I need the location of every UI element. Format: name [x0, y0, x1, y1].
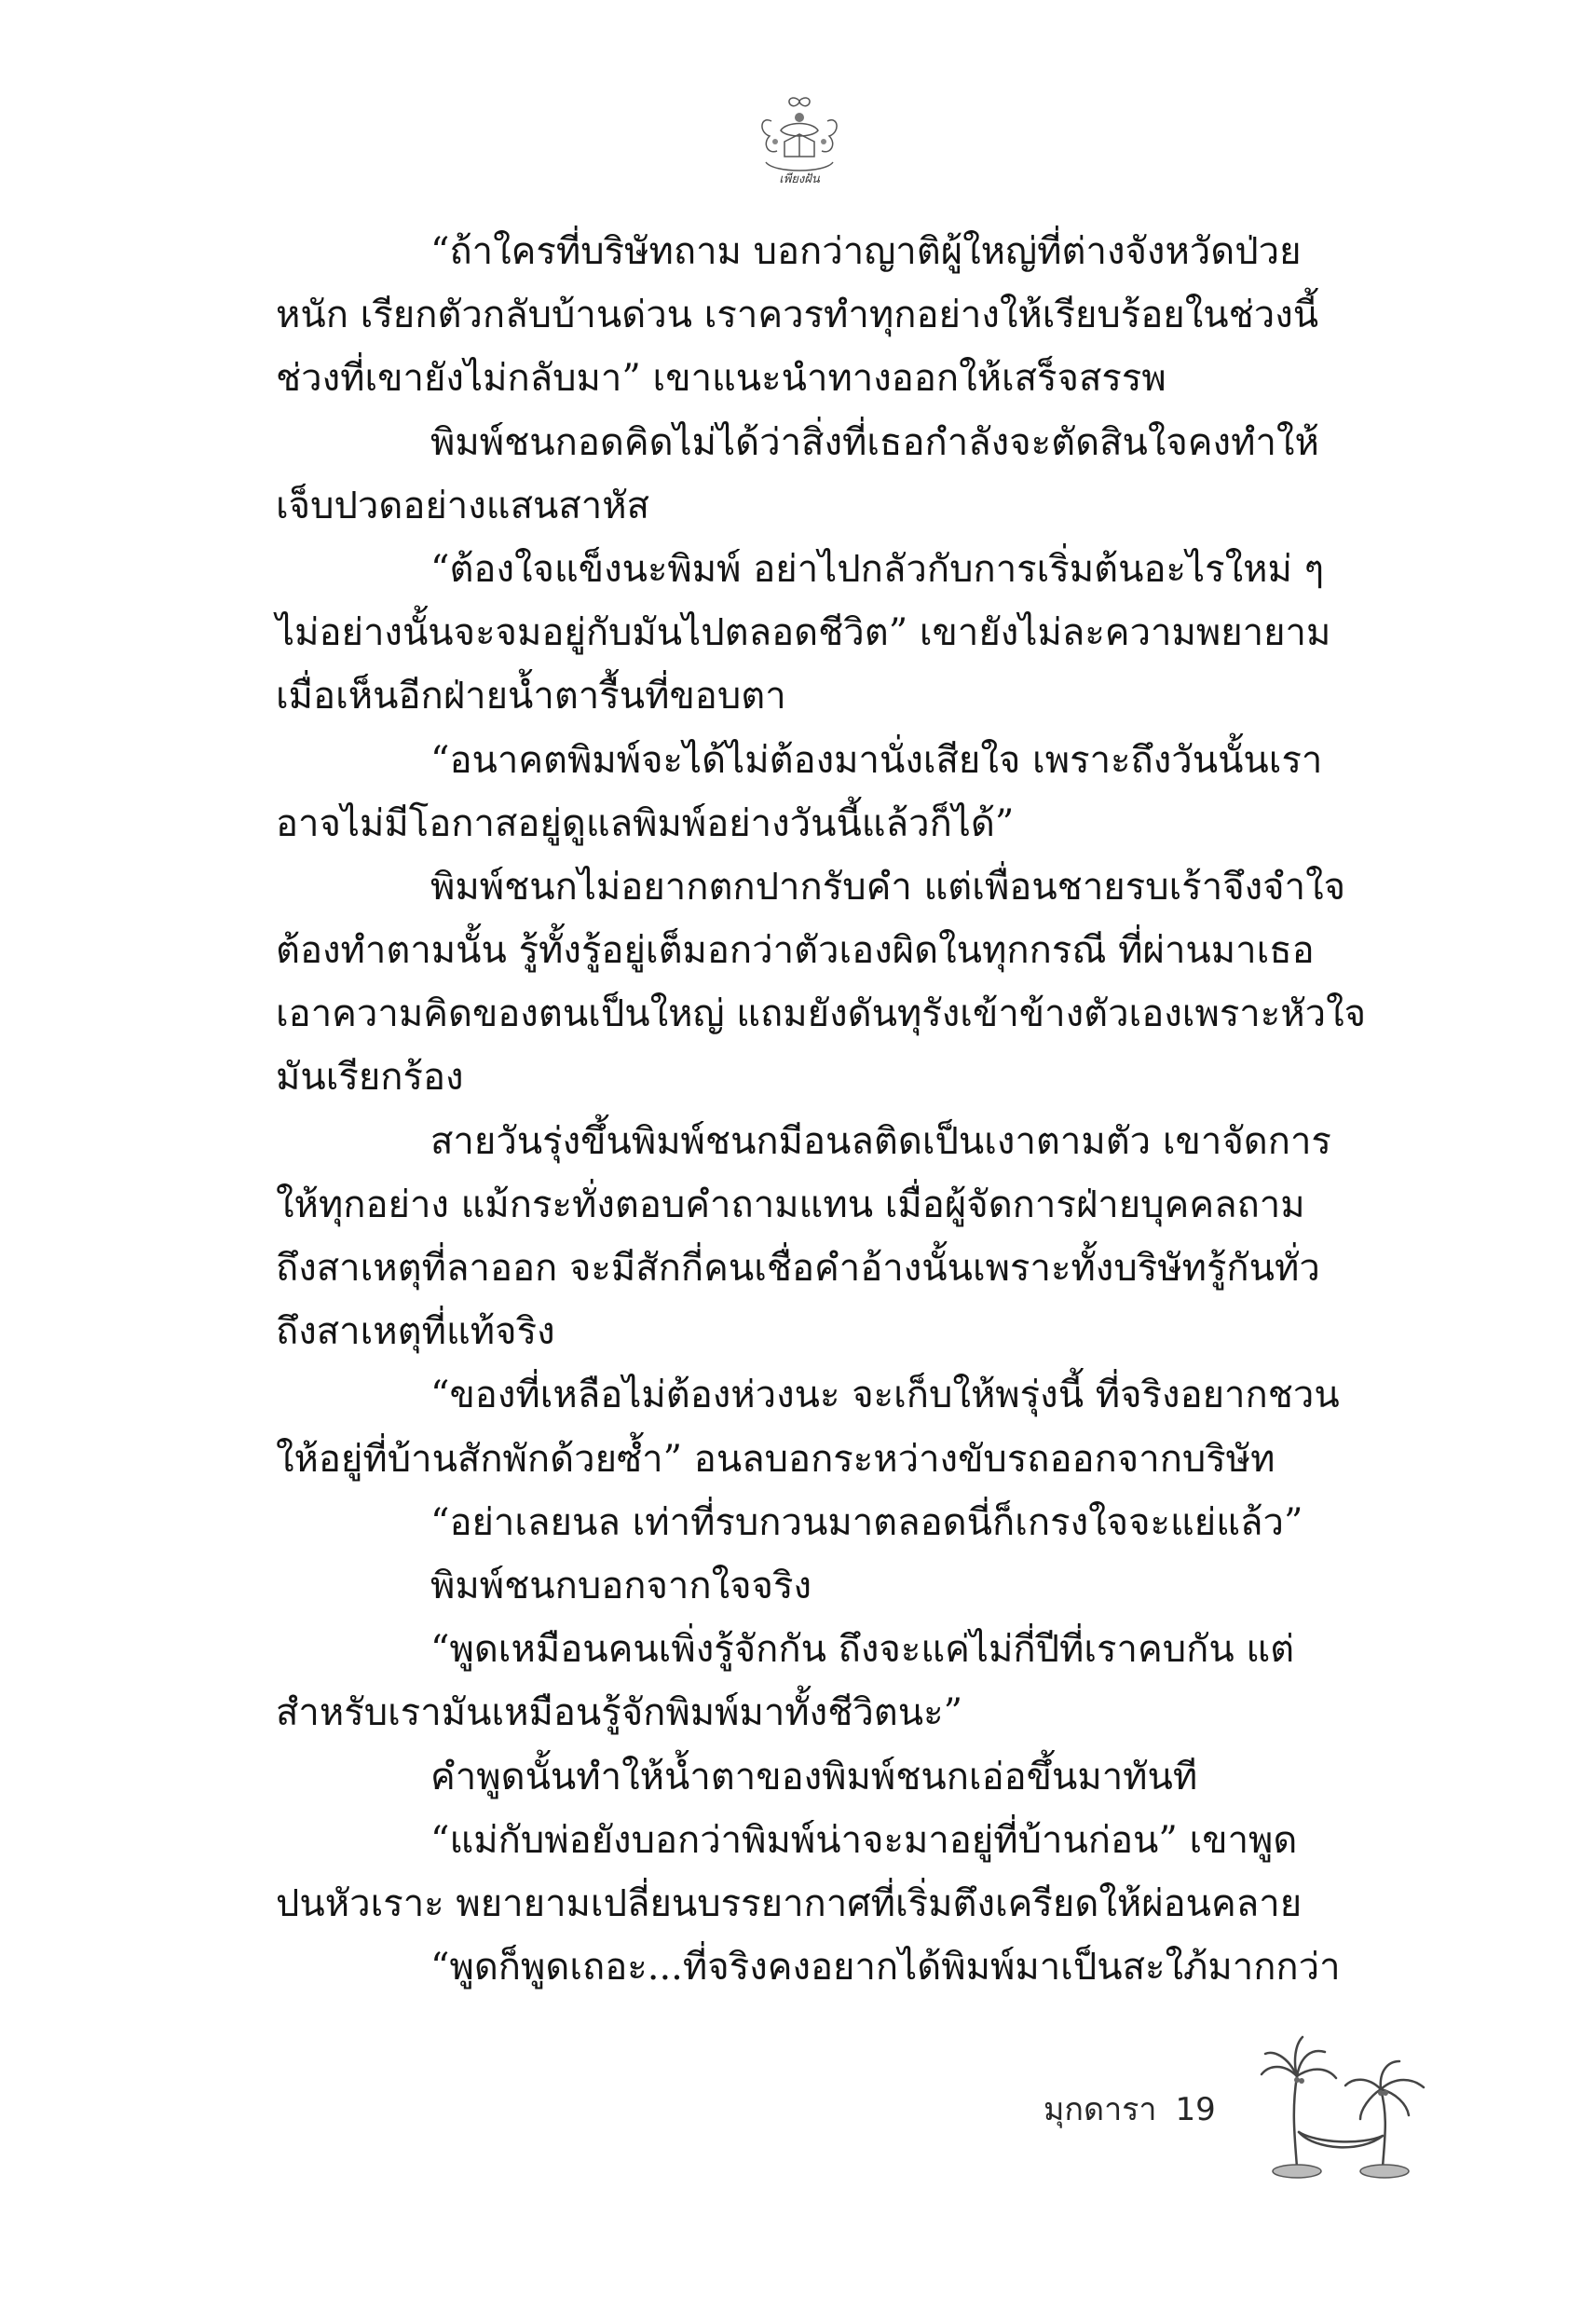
book-title: มุกดารา — [1044, 2091, 1157, 2128]
text-line: ให้อยู่ที่บ้านสักพักด้วยซ้ำ” อนลบอกระหว่างขับรถออกจากบริษัท — [276, 1437, 1275, 1481]
paragraph — [276, 1745, 1414, 1809]
text-line: หนัก เรียกตัวกลับบ้านด่วน เราควรทำทุกอย่างให้เรียบร้อยในช่วงนี้ — [276, 294, 1319, 337]
page-number: 19 — [1175, 2091, 1216, 2128]
text-line: “พูดก็พูดเถอะ...ที่จริงคงอยากได้พิมพ์มาเป็นสะใภ้มากกว่า — [430, 1946, 1341, 1990]
palm-trees-hammock-icon — [1260, 2028, 1427, 2186]
text-line: มันเรียกร้อง — [276, 1056, 464, 1100]
text-line: ช่วงที่เขายังไม่กลับมา” เขาแนะนำทางออกให้เสร็จสรรพ — [276, 357, 1166, 401]
paragraph — [276, 1363, 1414, 1490]
paragraph — [276, 855, 1414, 1110]
text-line: “ต้องใจแข็งนะพิมพ์ อย่าไปกลัวกับการเริ่มต้นอะไรใหม่ ๆ — [430, 547, 1325, 591]
text-line: ไม่อย่างนั้นจะจมอยู่กับมันไปตลอดชีวิต” เขายังไม่ละความพยายาม — [276, 611, 1331, 655]
text-line: พิมพ์ชนกอดคิดไม่ได้ว่าสิ่งที่เธอกำลังจะตัดสินใจคงทำให้ — [430, 420, 1319, 464]
paragraph — [276, 411, 1414, 538]
text-line: สายวันรุ่งขึ้นพิมพ์ชนกมีอนลติดเป็นเงาตามตัว เขาจัดการ — [430, 1119, 1331, 1163]
paragraph — [276, 1554, 1414, 1618]
text-line: อาจไม่มีโอกาสอยู่ดูแลพิมพ์อย่างวันนี้แล้วก็ได้” — [276, 801, 1015, 845]
text-line: สำหรับเรามันเหมือนรู้จักพิมพ์มาทั้งชีวิตนะ” — [276, 1691, 963, 1735]
paragraph — [276, 729, 1414, 855]
header-ornament-emblem — [753, 93, 846, 190]
paragraph — [276, 1809, 1414, 1935]
text-line: คำพูดนั้นทำให้น้ำตาของพิมพ์ชนกเอ่อขึ้นมาทันที — [430, 1755, 1198, 1798]
paragraph — [276, 1110, 1414, 1364]
paragraph — [276, 1618, 1414, 1744]
body-text — [276, 220, 1414, 1999]
text-line: พิมพ์ชนกบอกจากใจจริง — [430, 1564, 812, 1607]
emblem-text: เพียงฝัน — [779, 172, 820, 186]
text-line: ให้ทุกอย่าง แม้กระทั่งตอบคำถามแทน เมื่อผู้จัดการฝ่ายบุคคลถาม — [276, 1183, 1305, 1226]
text-line: “ของที่เหลือไม่ต้องห่วงนะ จะเก็บให้พรุ่งนี้ ที่จริงอยากชวน — [430, 1374, 1340, 1417]
text-line: เมื่อเห็นอีกฝ่ายน้ำตารื้นที่ขอบตา — [276, 675, 786, 718]
text-line: เจ็บปวดอย่างแสนสาหัส — [276, 484, 649, 527]
text-line: ต้องทำตามนั้น รู้ทั้งรู้อยู่เต็มอกว่าตัวเองผิดในทุกกรณี ที่ผ่านมาเธอ — [276, 929, 1315, 973]
paragraph — [276, 1935, 1414, 1999]
text-line: “ถ้าใครที่บริษัทถาม บอกว่าญาติผู้ใหญ่ที่ต่างจังหวัดป่วย — [430, 230, 1302, 273]
paragraph — [276, 1491, 1414, 1554]
paragraph — [276, 538, 1414, 729]
text-line: “แม่กับพ่อยังบอกว่าพิมพ์น่าจะมาอยู่ที่บ้านก่อน” เขาพูด — [430, 1818, 1298, 1862]
text-line: ถึงสาเหตุที่ลาออก จะมีสักกี่คนเชื่อคำอ้างนั้นเพราะทั้งบริษัทรู้กันทั่ว — [276, 1247, 1320, 1290]
paragraph — [276, 220, 1414, 411]
text-line: ถึงสาเหตุที่แท้จริง — [276, 1310, 555, 1354]
text-line: “อนาคตพิมพ์จะได้ไม่ต้องมานั่งเสียใจ เพราะถึงวันนั้นเรา — [430, 738, 1323, 782]
text-line: ปนหัวเราะ พยายามเปลี่ยนบรรยากาศที่เริ่มตึงเครียดให้ผ่อนคลาย — [276, 1881, 1303, 1925]
text-line: “อย่าเลยนล เท่าที่รบกวนมาตลอดนี่ก็เกรงใจจะแย่แล้ว” — [430, 1500, 1303, 1544]
page-footer — [1044, 2084, 1216, 2134]
text-line: เอาความคิดของตนเป็นใหญ่ แถมยังดันทุรังเข้าข้างตัวเองเพราะหัวใจ — [276, 992, 1367, 1036]
text-line: พิมพ์ชนกไม่อยากตกปากรับคำ แต่เพื่อนชายรบเร้าจึงจำใจ — [430, 865, 1346, 909]
text-line: “พูดเหมือนคนเพิ่งรู้จักกัน ถึงจะแค่ไม่กี่ปีที่เราคบกัน แต่ — [430, 1628, 1295, 1672]
